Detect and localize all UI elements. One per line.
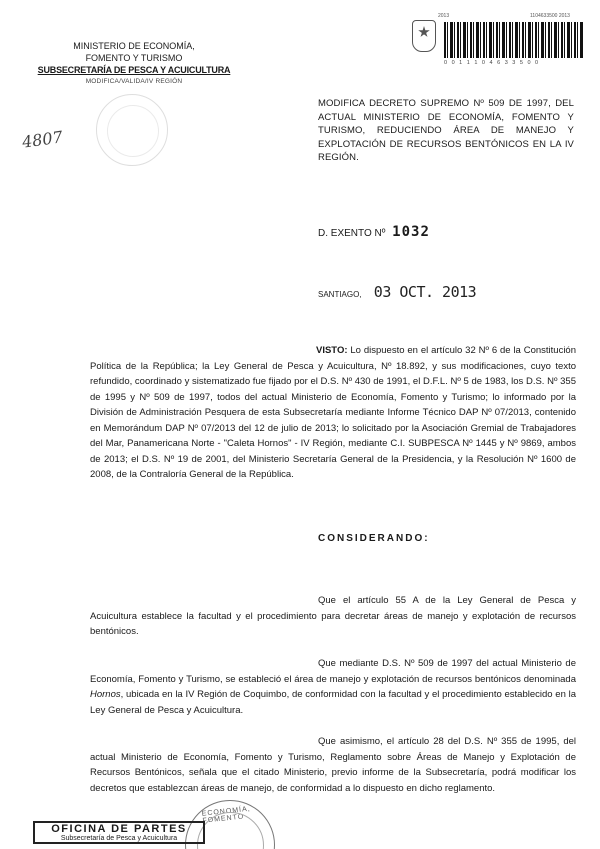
document-title: MODIFICA DECRETO SUPREMO Nº 509 DE 1997, DEL ACTUAL MINISTERIO DE ECONOMÍA, FOMENTO Y TURISMO, REDUCIENDO ÁREA DE MANEJO Y EXPLOTACIÓN DE RECURSOS BENTÓNICOS EN LA IV REGIÓN. xyxy=(318,98,574,163)
handwritten-reference: 4807 xyxy=(20,127,64,152)
date-stamp: 03 OCT. 2013 xyxy=(373,283,477,301)
oficina-subtitle: Subsecretaría de Pesca y Acuicultura xyxy=(60,835,178,842)
barcode-label xyxy=(410,12,586,70)
consideration-1: Que el artículo 55 A de la Ley General de Pesca y Acuicultura establece la facultad y el procedimiento para decretar áreas de manejo y explotación de recursos bentónicos. xyxy=(90,595,576,637)
place-label: SANTIAGO, xyxy=(318,290,362,299)
barcode-number: 0 0 1 1 1 0 4 6 3 3 5 0 0 xyxy=(444,60,540,66)
barcode-icon xyxy=(444,22,584,58)
subsecretaria-subline: MODIFICA/VALIDA/IV REGIÓN xyxy=(85,78,183,85)
consideration-3: Que asimismo, el artículo 28 del D.S. Nº 355 de 1995, del actual Ministerio de Economía, Fomento y Turismo, Reglamento sobre Áreas de Manejo y Explotación de Recursos Bentónicos, señala que el citado Ministerio, previo informe de la Subsecretaría, podrá modificar los decretos que establezcan áreas de manejo, de conformidad a lo dispuesto en dicho reglamento. xyxy=(90,736,576,794)
decree-handwritten-number: 1032 xyxy=(392,224,430,240)
visto-text: Lo dispuesto en el artículo 32 Nº 6 de la Constitución Política de la República; la Ley General de Pesca y Acuicultura, Nº 18.892, y sus modificaciones, cuyo texto refundido, coordinado y sistematizado fue fijado por el D.S. Nº 430 de 1991, el D.F.L. Nº 5 de 1983, los D.S. Nº 355 de 1995 y Nº 509 de 1997, todos del actual Ministerio de Economía, Fomento y Turismo; lo informado por la División de Administración Pesquera de esta Subsecretaría mediante Informe Técnico DAP Nº 07/2013, contenido en Memorándum DAP Nº 07/2013 del 12 de julio de 2013; lo solicitado por la Asociación Gremial de Trabajadores del Mar, Panamericana Norte - "Caleta Hornos" - IV Región, mediante C.I. SUBPESCA Nº 1445 y Nº 9869, ambos de 2013; el D.S. Nº 19 de 2001, del Ministerio Secretaría General de la Presidencia, y la Resolución Nº 1600 de 2008, de la Contraloría General de la República. xyxy=(90,345,576,480)
consideration-2-text-a: Que mediante D.S. Nº 509 de 1997 del actual Ministerio de Economía, Fomento y Turismo, se estableció el área de manejo y explotación de recursos bentónicos denominada xyxy=(90,658,576,685)
coat-of-arms-icon xyxy=(412,20,436,52)
seal-text: ECONOMÍA, FOMENTO xyxy=(201,805,251,825)
area-name: Hornos xyxy=(90,689,121,700)
ministry-line-1: MINISTERIO DE ECONOMÍA, xyxy=(73,41,195,51)
oficina-de-partes-stamp xyxy=(33,821,205,844)
barcode-year: 2013 xyxy=(438,13,450,19)
oficina-title: OFICINA DE PARTES xyxy=(51,823,187,835)
ministry-line-2: FOMENTO Y TURISMO xyxy=(85,53,183,63)
faded-seal xyxy=(96,94,168,166)
consideration-2 xyxy=(90,656,576,718)
considerando-heading: CONSIDERANDO: xyxy=(318,533,430,544)
place-date xyxy=(318,283,476,301)
ministry-header xyxy=(34,40,234,88)
decree-number xyxy=(318,224,430,240)
visto-lead: VISTO: xyxy=(316,345,348,356)
visto-paragraph xyxy=(90,343,576,483)
barcode-code: 1104633500 2013 xyxy=(530,13,570,19)
decree-label: D. EXENTO Nº xyxy=(318,228,386,239)
subsecretaria-name: SUBSECRETARÍA DE PESCA Y ACUICULTURA xyxy=(37,65,231,75)
consideration-2-text-b: , ubicada en la IV Región de Coquimbo, de conformidad con la facultad y el procedimiento establecido en la Ley General de Pesca y Acuicultura. xyxy=(90,689,576,716)
